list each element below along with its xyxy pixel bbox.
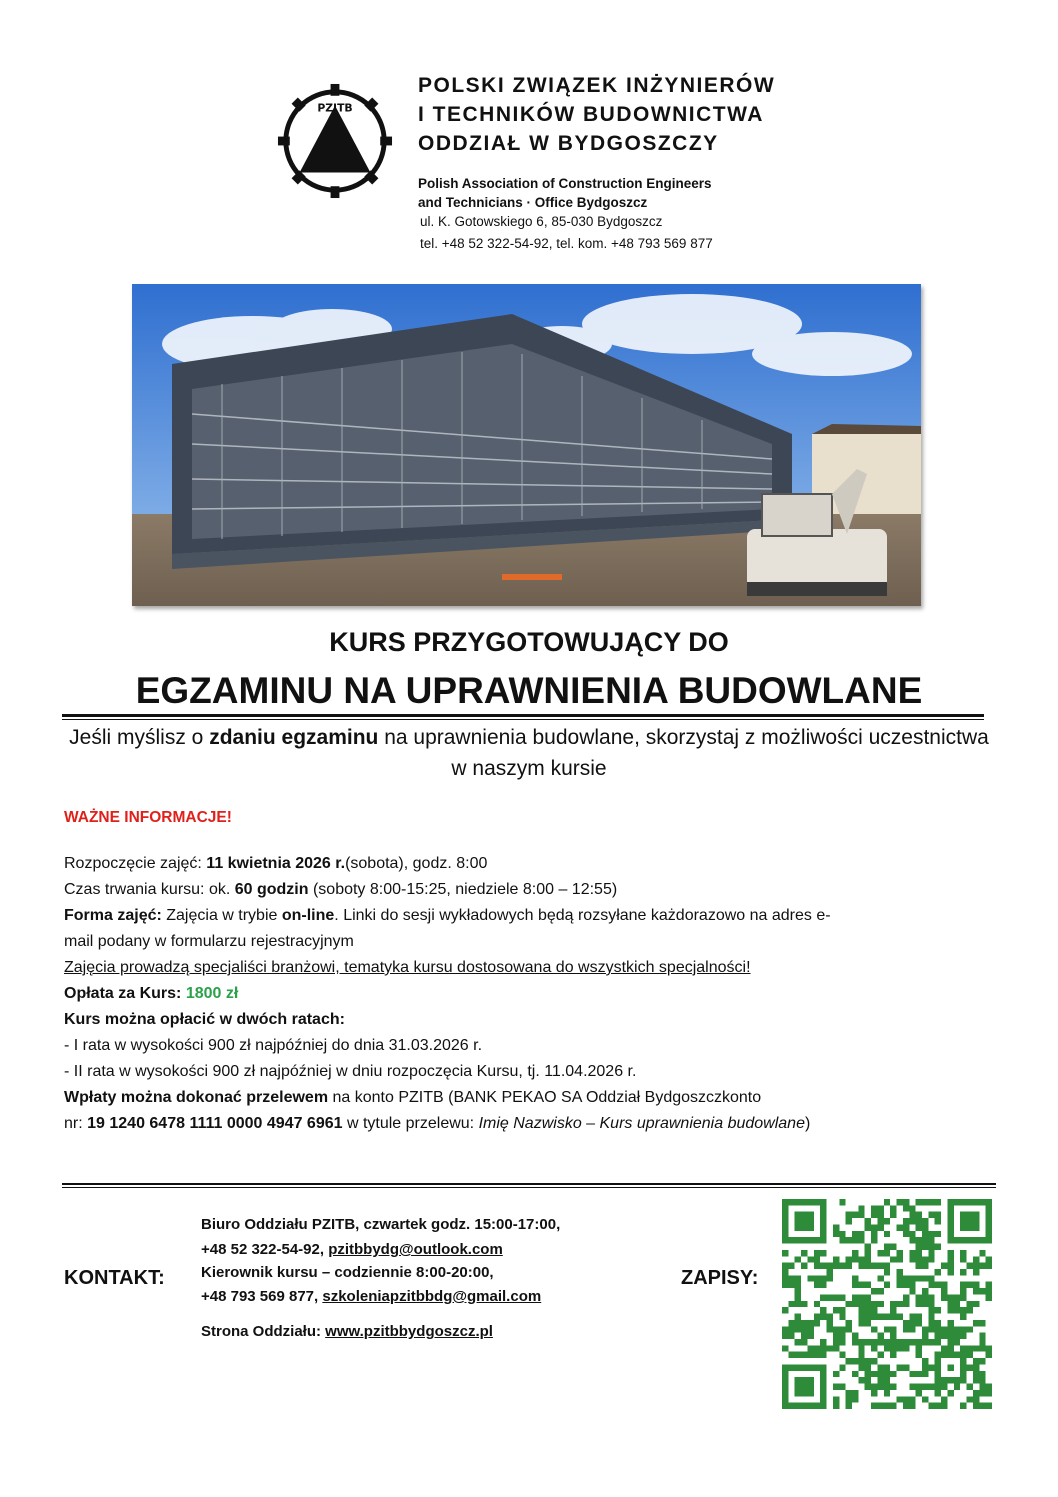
contact-manager-hours: Kierownik kursu – codziennie 8:00-20:00, — [201, 1264, 494, 1281]
account-mid: w tytule przelewu: — [342, 1115, 479, 1132]
contact-label: KONTAKT: — [64, 1267, 165, 1289]
course-title-line-2: EGZAMINU NA UPRAWNIENIA BUDOWLANE — [135, 670, 923, 711]
intro-pre: Jeśli myślisz o — [69, 726, 210, 749]
building-photo — [132, 284, 921, 606]
info-transfer — [64, 1089, 761, 1107]
form-mode: on-line — [281, 907, 335, 924]
info-installment-2: - II rata w wysokości 900 zł najpóźniej w dniu rozpoczęcia Kursu, tj. 11.04.2026 r. — [64, 1063, 637, 1080]
office-email-link[interactable]: pzitbbydg@outlook.com — [328, 1241, 503, 1258]
website-link[interactable]: www.pzitbbydgoszcz.pl — [325, 1323, 493, 1340]
contact-office-line — [201, 1241, 503, 1258]
signup-qr-code[interactable] — [782, 1199, 992, 1409]
contact-office-hours: Biuro Oddziału PZITB, czwartek godz. 15:00-17:00, — [201, 1216, 561, 1233]
info-duration — [64, 881, 617, 899]
org-address: ul. K. Gotowskiego 6, 85-030 Bydgoszcz — [420, 214, 663, 229]
form-label: Forma zajęć: — [64, 907, 162, 924]
fee-label: Opłata za Kurs: — [64, 985, 186, 1002]
title-divider-thin — [62, 719, 984, 720]
org-name-line-2: I TECHNIKÓW BUDOWNICTWA — [418, 103, 764, 126]
start-rest: (sobota), godz. 8:00 — [345, 855, 488, 872]
start-date: 11 kwietnia 2026 r. — [206, 855, 346, 872]
account-pre: nr: — [64, 1115, 88, 1132]
org-name-line-1: POLSKI ZWIĄZEK INŻYNIERÓW — [418, 74, 776, 97]
intro-bold: zdaniu egzaminu — [209, 726, 379, 749]
info-account — [64, 1115, 810, 1133]
svg-text:PZITB: PZITB — [317, 101, 353, 115]
info-installment-1: - I rata w wysokości 900 zł najpóźniej do dnia 31.03.2026 r. — [64, 1037, 483, 1054]
org-phones: tel. +48 52 322-54-92, tel. kom. +48 793 569 877 — [420, 236, 713, 251]
transfer-label: Wpłaty można dokonać przelewem — [64, 1089, 329, 1106]
fee-value: 1800 zł — [185, 985, 239, 1002]
contact-divider — [62, 1183, 996, 1185]
info-form — [64, 907, 831, 925]
office-phone: +48 52 322-54-92, — [201, 1241, 329, 1258]
transfer-rest: na konto PZITB (BANK PEKAO SA Oddział Bydgoszczkonto — [328, 1089, 762, 1106]
duration-value: 60 godzin — [234, 881, 309, 898]
info-fee — [64, 985, 238, 1003]
account-number: 19 1240 6478 1111 0000 4947 6961 — [87, 1115, 343, 1132]
info-specialists: Zajęcia prowadzą specjaliści branżowi, tematyka kursu dostosowana do wszystkich specjalności! — [64, 959, 751, 976]
info-start — [64, 855, 487, 873]
duration-rest: (soboty 8:00-15:25, niedziele 8:00 – 12:55) — [308, 881, 618, 898]
org-name-line-3: ODDZIAŁ W BYDGOSZCZY — [418, 132, 719, 155]
intro-post: na uprawnienia budowlane, skorzystaj z możliwości uczestnictwa w naszym kursie — [378, 726, 989, 780]
contact-manager-line — [201, 1288, 541, 1305]
org-name-en-1: Polish Association of Construction Engineers — [418, 176, 712, 191]
title-divider — [62, 714, 984, 717]
info-installments-heading: Kurs można opłacić w dwóch ratach: — [64, 1011, 345, 1028]
pzitb-logo — [276, 82, 394, 200]
website-label: Strona Oddziału: — [201, 1323, 326, 1340]
manager-phone: +48 793 569 877, — [201, 1288, 323, 1305]
contact-website-line — [201, 1323, 493, 1340]
intro-text — [62, 722, 996, 784]
form-rest: . Linki do sesji wykładowych będą rozsyłane każdorazowo na adres e- — [334, 907, 831, 924]
account-title: Imię Nazwisko – Kurs uprawnienia budowlane — [478, 1115, 805, 1132]
contact-divider-thin — [62, 1187, 996, 1188]
org-name-en-2: and Technicians · Office Bydgoszcz — [418, 195, 648, 210]
form-pre: Zajęcia w trybie — [161, 907, 282, 924]
course-title-line-1: KURS PRZYGOTOWUJĄCY DO — [329, 627, 729, 657]
info-form-2: mail podany w formularzu rejestracyjnym — [64, 933, 354, 950]
account-end: ) — [804, 1115, 811, 1132]
manager-email-link[interactable]: szkoleniapzitbbdg@gmail.com — [322, 1288, 542, 1305]
start-label: Rozpoczęcie zajęć: — [64, 855, 207, 872]
signup-label: ZAPISY: — [681, 1267, 759, 1289]
important-heading: WAŻNE INFORMACJE! — [64, 809, 232, 826]
duration-label: Czas trwania kursu: ok. — [64, 881, 235, 898]
